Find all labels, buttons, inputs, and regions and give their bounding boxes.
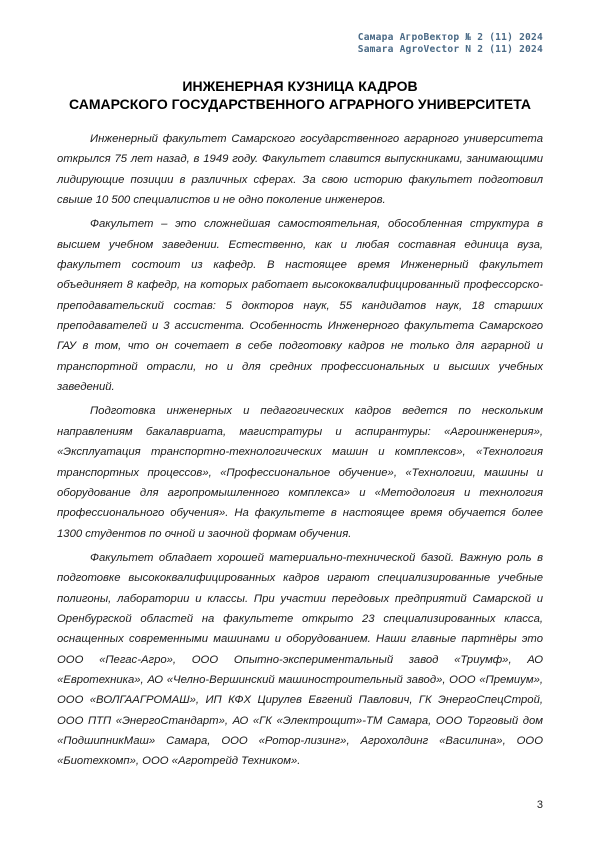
journal-name-en: Samara AgroVector N 2 (11) 2024 xyxy=(357,44,543,55)
paragraph: Подготовка инженерных и педагогических кадров ведется по нескольким направлениям бакалавриата, магистратуры и аспирантуры: «Агроинженерия», «Эксплуатация транспортно-технологических машин и комплексов», «Технология транспортных процессов», «Профессиональное обучение», «Технологии, машины и оборудование для агропромышленного комплекса» и «Методология и технология профессионального обучения». На факультете в настоящее время обучается более 1300 студентов по очной и заочной формам обучения. xyxy=(57,405,543,540)
journal-name-ru: Самара АгроВектор № 2 (11) 2024 xyxy=(357,32,543,43)
article-title xyxy=(60,78,540,113)
paragraph: Факультет обладает хорошей материально-технической базой. Важную роль в подготовке высококвалифицированных кадров играют специализированные учебные полигоны, лаборатории и классы. При участии передовых предприятий Самарской и Оренбургской областей на факультете открыто 23 специализированных класса, оснащенных современными машинами и оборудованием. Наши главные партнёры это ООО «Пегас-Агро», ООО Опытно-экспериментальный завод «Триумф», АО «Евротехника», АО «Челно-Вершинский машиностроительный завод», ООО «Премиум», ООО «ВОЛГААГРОМАШ», ИП КФХ Цирулев Евгений Павлович, ГК ЭнергоСпецСтрой, ООО ПТП «ЭнергоСтандарт», АО «ГК «Электрощит»-ТМ Самара, ООО Торговый дом «ПодшипникМаш» Самара, ООО «Ротор-лизинг», Агрохолдинг «Василина», ООО «Биотехкомп», ООО «Агротрейд Техником». xyxy=(57,551,543,768)
title-line-2: САМАРСКОГО ГОСУДАРСТВЕННОГО АГРАРНОГО УНИВЕРСИТЕТА xyxy=(68,95,532,112)
paragraph: Инженерный факультет Самарского государственного аграрного университета открылся 75 лет назад, в 1949 году. Факультет славится выпускниками, занимающими лидирующие позиции в различных сферах. За свою историю факультет подготовил свыше 10 500 специалистов и не одно поколение инженеров. xyxy=(57,133,543,207)
paragraph: Факультет – это сложнейшая самостоятельная, обособленная структура в высшем учебном заведении. Естественно, как и любая составная единица вуза, факультет состоит из кафедр. В настоящее время Инженерный факультет объединяет 8 кафедр, на которых работает высококвалифицированный профессорско-преподавательский состав: 5 докторов наук, 55 кандидатов наук, 18 старших преподавателей и 3 ассистента. Особенность Инженерного факультета Самарского ГАУ в том, что он сочетает в себе подготовку кадров не только для аграрной и транспортной отрасли, но и для средних профессиональных и высших учебных заведений. xyxy=(57,218,543,394)
page-number: 3 xyxy=(536,799,543,811)
journal-header xyxy=(358,32,543,56)
title-line-1: ИНЖЕНЕРНАЯ КУЗНИЦА КАДРОВ xyxy=(182,78,418,94)
article-body xyxy=(57,129,543,776)
